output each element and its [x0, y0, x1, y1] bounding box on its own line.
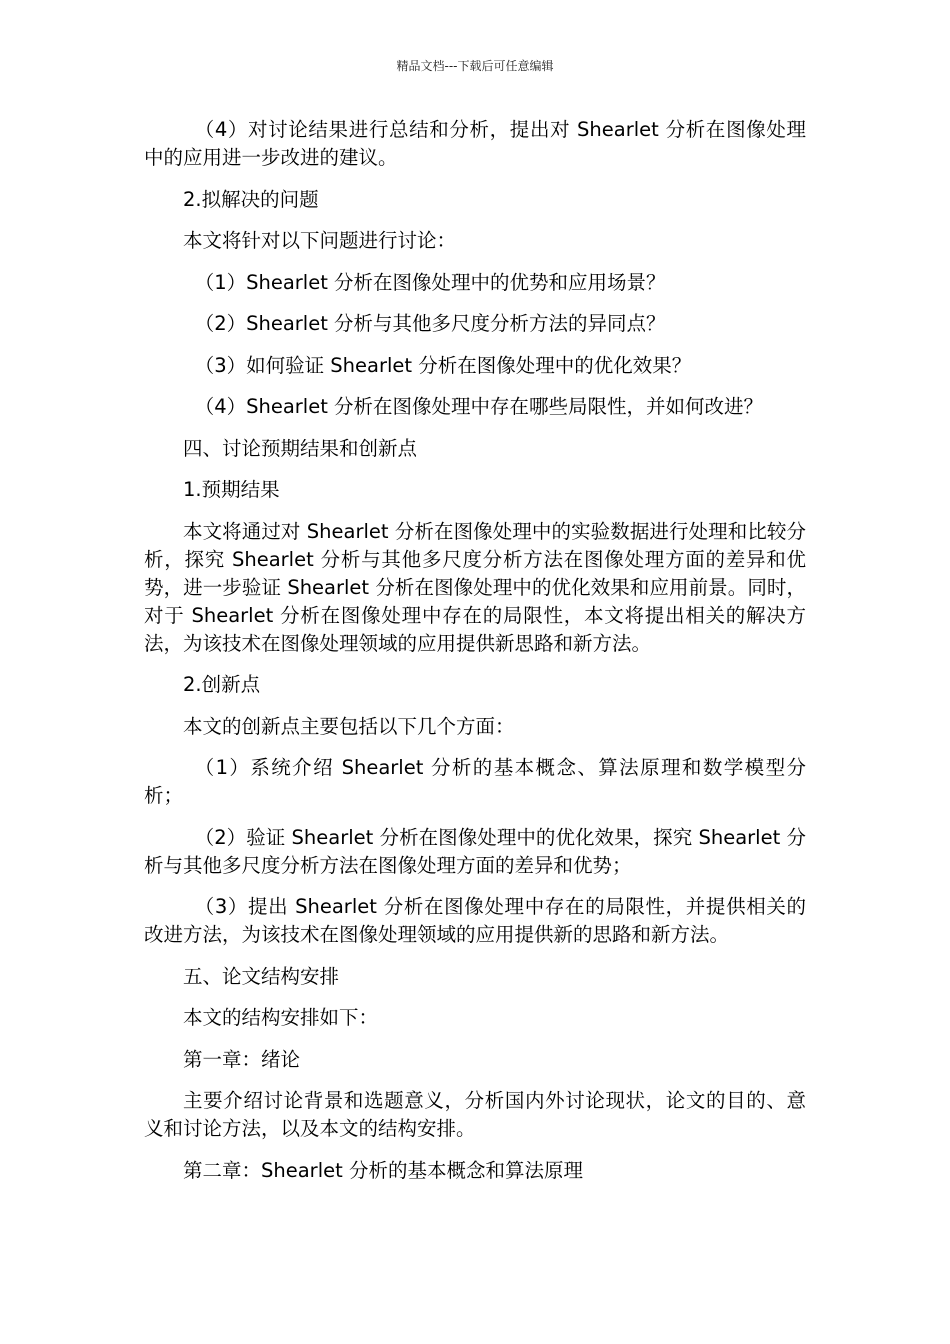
- chapter-heading-four: 四、讨论预期结果和创新点: [183, 436, 418, 460]
- document-body: [144, 116, 806, 1198]
- paragraph-structure-intro: 本文的结构安排如下：: [183, 1006, 379, 1029]
- problem-item-3: （3）如何验证 Shearlet 分析在图像处理中的优化效果？: [194, 353, 692, 377]
- paragraph-innovations-intro: 本文的创新点主要包括以下几个方面：: [183, 714, 515, 738]
- problem-item-2: （2）Shearlet 分析与其他多尺度分析方法的异同点？: [194, 312, 666, 335]
- paragraph-chapter-one-summary: 主要介绍讨论背景和选题意义，分析国内外讨论现状，论文的目的、意义和讨论方法，以及本文的结构安排。: [144, 1089, 806, 1140]
- innovation-item-1: （1）系统介绍 Shearlet 分析的基本概念、算法原理和数学模型分析；: [144, 756, 806, 807]
- page-header: 精品文档---下载后可任意编辑: [396, 59, 554, 73]
- innovation-item-3: （3）提出 Shearlet 分析在图像处理中存在的局限性，并提供相关的改进方法，为该技术在图像处理领域的应用提供新的思路和新方法。: [144, 895, 806, 946]
- paragraph-discussion-summary: （4）对讨论结果进行总结和分析，提出对 Shearlet 分析在图像处理中的应用进一步改进的建议。: [144, 118, 806, 169]
- paragraph-problems-intro: 本文将针对以下问题进行讨论：: [183, 229, 457, 252]
- paragraph-expected-results: 本文将通过对 Shearlet 分析在图像处理中的实验数据进行处理和比较分析，探究 Shearlet 分析与其他多尺度分析方法在图像处理方面的差异和优势，进一步验证 Shearlet 分析在图像处理中的优化效果和应用前景。同时，对于 Shearlet 分析在图像处理中存在的局限性，本文将提出相关的解决方法，为该技术在图像处理领域的应用提供新思路和新方法。: [144, 519, 806, 655]
- chapter-heading-five: 五、论文结构安排: [183, 964, 340, 988]
- problem-item-4: （4）Shearlet 分析在图像处理中存在哪些局限性，并如何改进？: [194, 395, 764, 418]
- chapter-one-title: 第一章：绪论: [183, 1047, 301, 1071]
- innovation-item-2: （2）验证 Shearlet 分析在图像处理中的优化效果，探究 Shearlet 分析与其他多尺度分析方法在图像处理方面的差异和优势；: [144, 825, 806, 877]
- section-heading-expected-results: 1.预期结果: [183, 478, 280, 501]
- section-heading-problems: 2.拟解决的问题: [183, 187, 319, 211]
- chapter-two-title: 第二章：Shearlet 分析的基本概念和算法原理: [183, 1158, 583, 1182]
- section-heading-innovations: 2.创新点: [183, 673, 261, 696]
- problem-item-1: （1）Shearlet 分析在图像处理中的优势和应用场景？: [194, 270, 666, 294]
